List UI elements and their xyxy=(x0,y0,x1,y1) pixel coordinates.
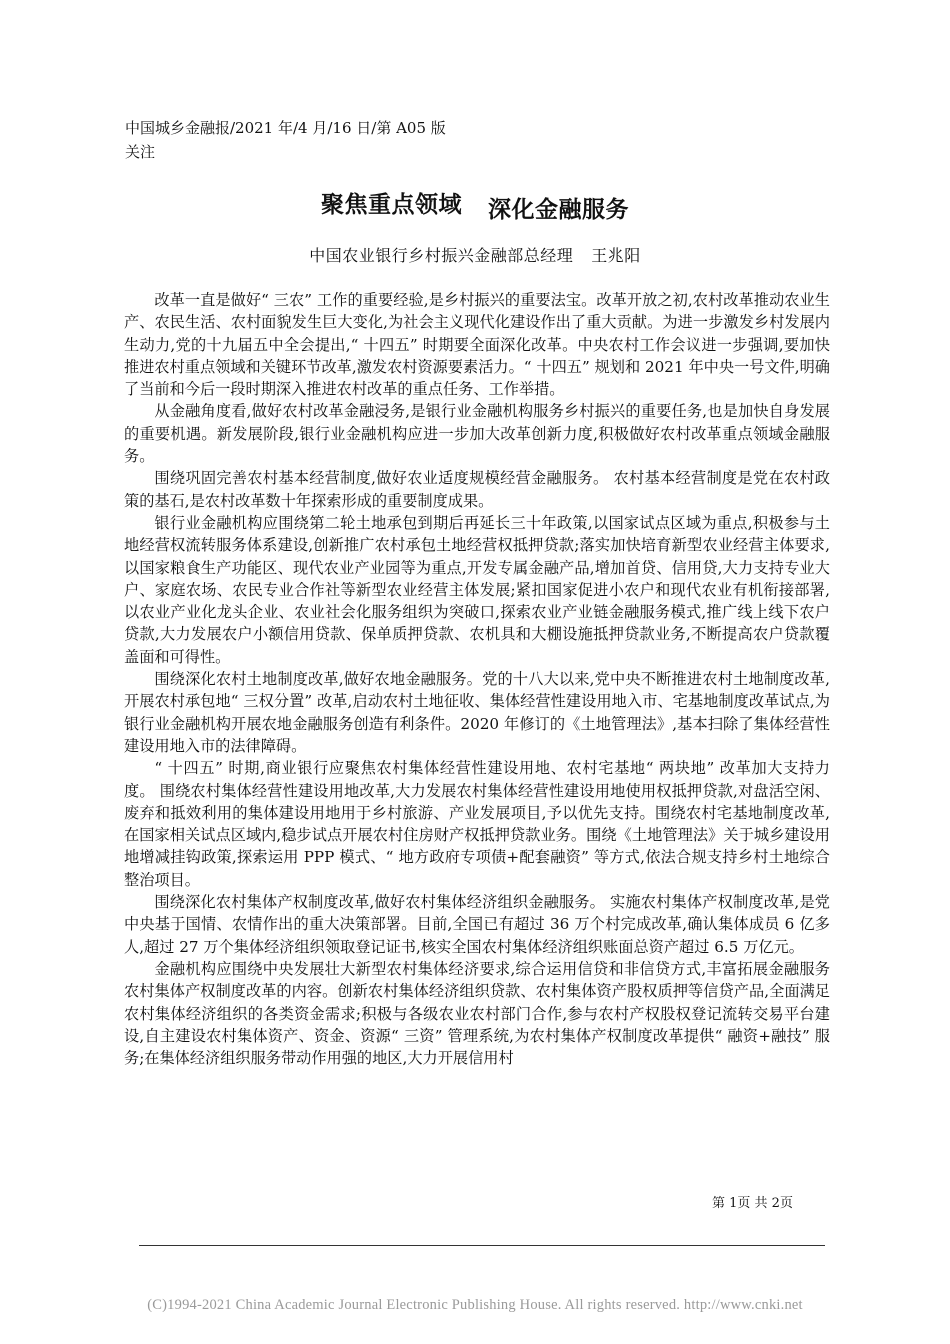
paragraph: 改革一直是做好“ 三农” 工作的重要经验,是乡村振兴的重要法宝。改革开放之初,农村改革推动农业生产、农民生活、农村面貌发生巨大变化,为社会主义现代化建设作出了重大贡献。为进一步激发乡村发展内生动力,党的十九届五中全会提出,“ 十四五” 时期要全面深化改革。中央农村工作会议进一步强调,要加快推进农村重点领域和关键环节改革,激发农村资源要素活力。“ 十四五” 规划和 2021 年中央一号文件,明确了当前和今后一段时期深入推进农村改革的重点任务、工作举措。 xyxy=(124,291,830,399)
title-part-1: 聚焦重点领域 xyxy=(321,192,462,218)
paragraph: 围绕深化农村土地制度改革,做好农地金融服务。党的十八大以来,党中央不断推进农村土地制度改革,开展农村承包地“ 三权分置” 改革,启动农村土地征收、集体经营性建设用地入市、宅基地制度改革试点,为银行业金融机构开展农地金融服务创造有利条件。2020 年修订的《土地管理法》,基本扫除了集体经营性建设用地入市的法律障碍。 xyxy=(124,670,830,755)
copyright-watermark: (C)1994-2021 China Academic Journal Electronic Publishing House. All rights reserved. http://www.cnki.net xyxy=(147,1297,803,1313)
page-number: 第 1页 共 2页 xyxy=(712,1196,793,1211)
title-part-2: 深化金融服务 xyxy=(488,197,629,223)
footer-divider xyxy=(139,1245,825,1246)
paragraph: 银行业金融机构应围绕第二轮土地承包到期后再延长三十年政策,以国家试点区域为重点,积极参与土地经营权流转服务体系建设,创新推广农村承包土地经营权抵押贷款;落实加快培育新型农业经营主体要求,以国家粮食生产功能区、现代农业产业园等为重点,开发专属金融产品,增加首贷、信用贷,大力支持专业大户、家庭农场、农民专业合作社等新型农业经营主体发展;紧扣国家促进小农户和现代农业有机衔接部署,以农业产业化龙头企业、农业社会化服务组织为突破口,探索农业产业链金融服务模式,推广线上线下农户贷款,大力发展农户小额信用贷款、保单质押贷款、农机具和大棚设施抵押贷款业务,不断提高农户贷款覆盖面和可得性。 xyxy=(124,513,830,666)
paragraph: 围绕深化农村集体产权制度改革,做好农村集体经济组织金融服务。 实施农村集体产权制度改革,是党中央基于国情、农情作出的重大决策部署。目前,全国已有超过 36 万个村完成改革,确认集体成员 6 亿多人,超过 27 万个集体经济组织领取登记证书,核实全国农村集体经济组织账面总资产超过 6.5 万亿元。 xyxy=(124,893,830,956)
author-title: 中国农业银行乡村振兴金融部总经理 xyxy=(309,246,574,265)
paragraph: 从金融角度看,做好农村改革金融浸务,是银行业金融机构服务乡村振兴的重要任务,也是加快自身发展的重要机遇。新发展阶段,银行业金融机构应进一步加大改革创新力度,积极做好农村改革重点领域金融服务。 xyxy=(124,402,830,466)
paragraph: “ 十四五” 时期,商业银行应聚焦农村集体经营性建设用地、农村宅基地“ 两块地” 改革加大支持力度。 围绕农村集体经营性建设用地改革,大力发展农村集体经营性建设用地使用权抵押贷款,对盘活空闲、废弃和抵效利用的集体建设用地用于乡村旅游、产业发展项目,予以优先支持。围绕农村宅基地制度改革,在国家相关试点区域内,稳步试点开展农村住房财产权抵押贷款业务。围绕《土地管理法》关于城乡建设用地增减挂钩政策,探索运用 PPP 模式、“ 地方政府专项债+配套融资” 等方式,依法合规支持乡村土地综合整治项目。 xyxy=(124,759,830,889)
article-body xyxy=(124,289,830,1069)
paragraph: 金融机构应围绕中央发展壮大新型农村集体经济要求,综合运用信贷和非信贷方式,丰富拓展金融服务农村集体产权制度改革的内容。创新农村集体经济组织贷款、农村集体资产股权质押等信贷产品,全面满足农村集体经济组织的各类资金需求;积极与各级农业农村部门合作,参与农村产权股权登记流转交易平台建设,自主建设农村集体资产、资金、资源“ 三资” 管理系统,为农村集体产权制度改革提供“ 融资+融技” 服务;在集体经济组织服务带动作用强的地区,大力开展信用村 xyxy=(124,959,830,1068)
article-title xyxy=(0,186,950,223)
source-line: 中国城乡金融报/2021 年/4 月/16 日/第 A05 版关注 xyxy=(125,119,446,161)
paragraph: 围绕巩固完善农村基本经营制度,做好农业适度规模经营金融服务。 农村基本经营制度是党在农村政策的基石,是农村改革数十年探索形成的重要制度成果。 xyxy=(124,469,830,510)
author-name: 王兆阳 xyxy=(591,246,641,265)
author-line xyxy=(0,243,950,266)
